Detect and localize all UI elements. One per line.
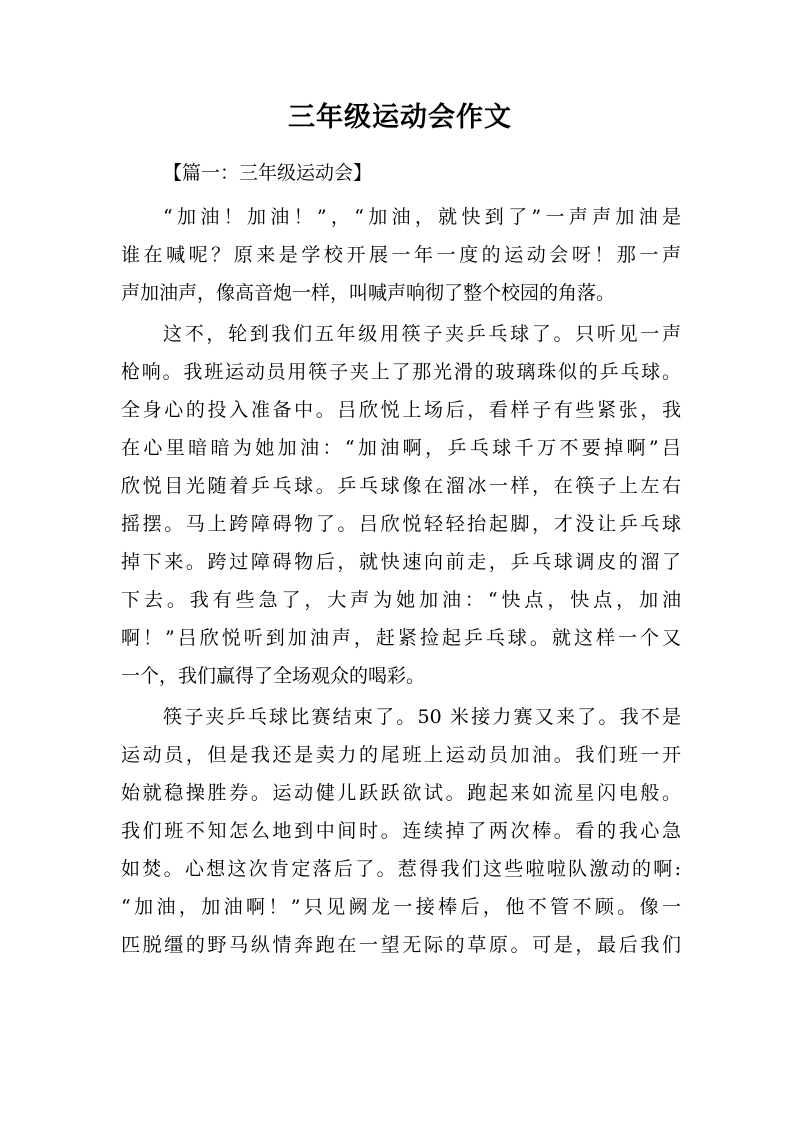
paragraph-3-line-5: 如焚。心想这次肯定落后了。惹得我们这些啦啦队激动的啊: [121, 858, 681, 880]
paragraph-2-line-9: 啊！”吕欣悦听到加油声，赶紧捡起乒乓球。就这样一个又 [121, 627, 681, 649]
paragraph-2-line-5: 欣悦目光随着乒乓球。乒乓球像在溜冰一样，在筷子上左右 [121, 475, 681, 497]
paragraph-2-line-3: 全身心的投入准备中。吕欣悦上场后，看样子有些紧张，我 [121, 399, 681, 421]
paragraph-3-line-2: 运动员，但是我还是卖力的尾班上运动员加油。我们班一开 [121, 744, 681, 766]
paragraph-2-line-10: 一个，我们赢得了全场观众的喝彩。 [121, 665, 426, 687]
document-body [121, 198, 681, 964]
paragraph-2-line-1: 这不，轮到我们五年级用筷子夹乒乓球了。只听见一声 [163, 323, 681, 345]
paragraph-2-line-7: 掉下来。跨过障碍物后，就快速向前走，乒乓球调皮的溜了 [121, 551, 681, 573]
paragraph-2-line-4: 在心里暗暗为她加油：“加油啊，乒乓球千万不要掉啊”吕 [121, 437, 681, 459]
paragraph-2-line-8: 下去。我有些急了，大声为她加油：“快点，快点，加油 [121, 589, 681, 611]
paragraph-3-line-3: 始就稳操胜券。运动健儿跃跃欲试。跑起来如流星闪电般。 [121, 782, 681, 804]
paragraph-1-line-1: “加油！加油！”，“加油，就快到了”一声声加油是 [163, 206, 681, 228]
paragraph-3-line-4: 我们班不知怎么地到中间时。连续掉了两次棒。看的我心急 [121, 820, 681, 842]
paragraph-2-line-6: 摇摆。马上跨障碍物了。吕欣悦轻轻抬起脚，才没让乒乓球 [121, 513, 681, 535]
paragraph-1-line-3: 声加油声，像高音炮一样，叫喊声响彻了整个校园的角落。 [121, 282, 616, 304]
paragraph-3-line-7: 匹脱缰的野马纵情奔跑在一望无际的草原。可是，最后我们 [121, 934, 681, 956]
paragraph-2-line-2: 枪响。我班运动员用筷子夹上了那光滑的玻璃珠似的乒乓球。 [121, 361, 681, 383]
document-title: 三年级运动会作文 [288, 102, 512, 133]
paragraph-1-line-2: 谁在喊呢？原来是学校开展一年一度的运动会呀！那一声 [121, 244, 681, 266]
section-heading: 【篇一：三年级运动会】 [163, 162, 373, 184]
paragraph-3-line-6: “加油，加油啊！”只见阙龙一接棒后，他不管不顾。像一 [121, 896, 681, 918]
paragraph-3-line-1: 筷子夹乒乓球比赛结束了。50 米接力赛又来了。我不是 [163, 706, 681, 728]
